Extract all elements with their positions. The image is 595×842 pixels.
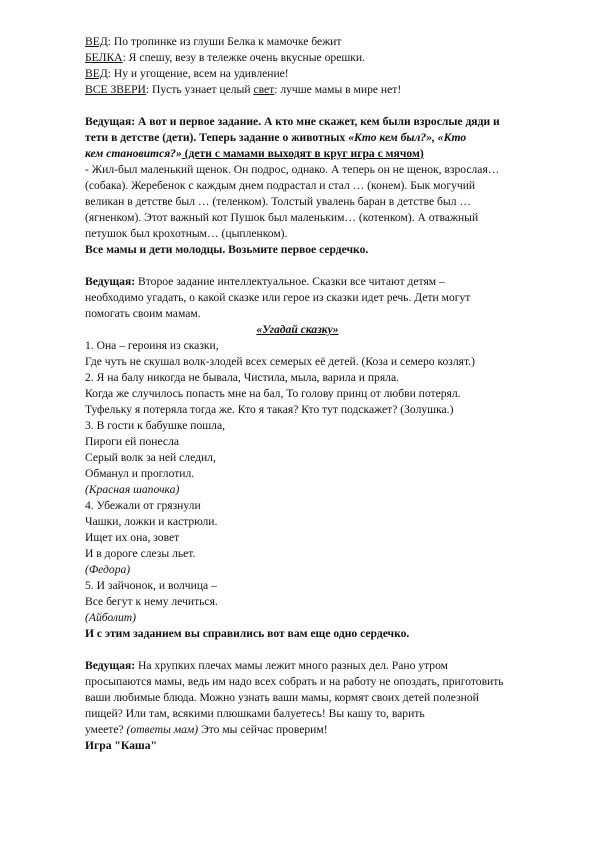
dialogue-text: : Ну и угощение, всем на удивление! bbox=[107, 67, 289, 80]
task1-note: (дети с мамами выходят в круг игра с мячом) bbox=[181, 147, 424, 160]
task3-text: На хрупких плечах мамы лежит много разных дел. Рано утром bbox=[135, 659, 449, 672]
task3-text: Это мы сейчас проверим! bbox=[198, 723, 328, 736]
riddle-line: Серый волк за ней следил, bbox=[85, 451, 216, 464]
task2-line: необходимо угадать, о какой сказке или герое из сказки идет речь. Дети могут bbox=[85, 291, 471, 304]
riddle-line: Где чуть не скушал волк-злодей всех семерых её детей. (Коза и семеро козлят.) bbox=[85, 355, 475, 368]
task3-line: ваши любимые блюда. Можно узнать ваши мамы, кормят своих детей полезной bbox=[85, 691, 479, 704]
task2-line bbox=[85, 274, 445, 289]
riddle-line: 5. И зайчонок, и волчица – bbox=[85, 579, 217, 592]
dialogue-text: : Пусть узнает целый bbox=[145, 83, 254, 96]
game-title: «Угадай сказку» bbox=[256, 323, 339, 336]
riddle-line: 4. Убежали от грязнули bbox=[85, 499, 201, 512]
game-heading: Игра "Каша" bbox=[85, 739, 157, 752]
speaker: ВЕД bbox=[85, 67, 108, 80]
dialogue-line bbox=[85, 50, 365, 65]
presenter-label: Ведущая: bbox=[85, 115, 136, 128]
presenter-label: Ведущая: bbox=[85, 275, 136, 288]
riddle-answer: (Федора) bbox=[85, 563, 131, 576]
dialogue-line bbox=[85, 34, 341, 49]
task1-body-line: (собака). Жеребенок с каждым днем подрастал и стал … (конем). Бык могучий bbox=[85, 179, 476, 192]
task1-body-line: - Жил-был маленький щенок. Он подрос, однако. А теперь он не щенок, взрослая… bbox=[85, 163, 500, 176]
task2-closing: И с этим заданием вы справились вот вам еще одно сердечко. bbox=[85, 627, 410, 640]
task1-game-name: кем становится?» bbox=[85, 147, 182, 160]
task1-line bbox=[85, 114, 500, 129]
task2-line: помогать своим мамам. bbox=[85, 307, 201, 320]
riddle-answer: (Красная шапочка) bbox=[85, 483, 180, 496]
underlined-word: свет bbox=[253, 83, 275, 96]
task3-line bbox=[85, 658, 448, 673]
task3-text: умеете? bbox=[85, 723, 127, 736]
riddle-line: 3. В гости к бабушке пошла, bbox=[85, 419, 225, 432]
riddle-line: Все бегут к нему лечиться. bbox=[85, 595, 218, 608]
riddle-line: И в дороге слезы льет. bbox=[85, 547, 196, 560]
task1-text: А вот и первое задание. А кто мне скажет, кем были взрослые дяди и bbox=[135, 115, 500, 128]
task1-line bbox=[85, 146, 424, 161]
dialogue-text: : По тропинке из глуши Белка к мамочке бежит bbox=[107, 35, 342, 48]
speaker: ВСЕ ЗВЕРИ bbox=[85, 83, 146, 96]
task1-closing: Все мамы и дети молодцы. Возьмите первое сердечко. bbox=[85, 243, 369, 256]
riddle-answer: (Айболит) bbox=[85, 611, 137, 624]
task1-body-line: великан в детстве был … (теленком). Толстый увалень баран в детстве был … bbox=[85, 195, 472, 208]
riddle-line: Туфельку я потеряла тогда же. Кто я такая? Кто тут подскажет? (Золушка.) bbox=[85, 403, 454, 416]
riddle-line: Обманул и проглотил. bbox=[85, 467, 195, 480]
task1-body-line: петушок был крохотным… (цыпленком). bbox=[85, 227, 288, 240]
dialogue-line bbox=[85, 66, 289, 81]
dialogue-line bbox=[85, 82, 401, 97]
task3-line: пищей? Или там, всякими плюшками балуетесь! Вы кашу то, варить bbox=[85, 707, 425, 720]
task3-note: (ответы мам) bbox=[126, 723, 199, 736]
task1-game-name: «Кто кем был?», «Кто bbox=[348, 131, 467, 144]
riddle-line: Когда же случилось попасть мне на бал, То голову принц от любви потерял. bbox=[85, 387, 461, 400]
riddle-line: Чашки, ложки и кастрюли. bbox=[85, 515, 218, 528]
presenter-label: Ведущая: bbox=[85, 659, 136, 672]
riddle-line: Ищет их она, зовет bbox=[85, 531, 180, 544]
riddle-line: 1. Она – героиня из сказки, bbox=[85, 339, 219, 352]
riddle-line: 2. Я на балу никогда не бывала, Чистила, мыла, варила и пряла. bbox=[85, 371, 400, 384]
dialogue-text: : лучше мамы в мире нет! bbox=[274, 83, 402, 96]
speaker: ВЕД bbox=[85, 35, 108, 48]
dialogue-text: : Я спешу, везу в тележке очень вкусные орешки. bbox=[122, 51, 365, 64]
riddle-line: Пироги ей понесла bbox=[85, 435, 179, 448]
task1-line bbox=[85, 130, 466, 145]
task2-text: Второе задание интеллектуальное. Сказки все читают детям – bbox=[135, 275, 445, 288]
task1-text: тети в детстве (дети). Теперь bbox=[85, 131, 239, 144]
task1-body-line: (ягненком). Этот важный кот Пушок был маленьким… (котенком). А отважный bbox=[85, 211, 479, 224]
task3-line: просыпаются мамы, ведь им надо всех собрать и на работу не опоздать, приготовить bbox=[85, 675, 504, 688]
task3-line bbox=[85, 722, 328, 737]
speaker: БЕЛКА bbox=[85, 51, 123, 64]
task1-text: задание о животных bbox=[238, 131, 349, 144]
